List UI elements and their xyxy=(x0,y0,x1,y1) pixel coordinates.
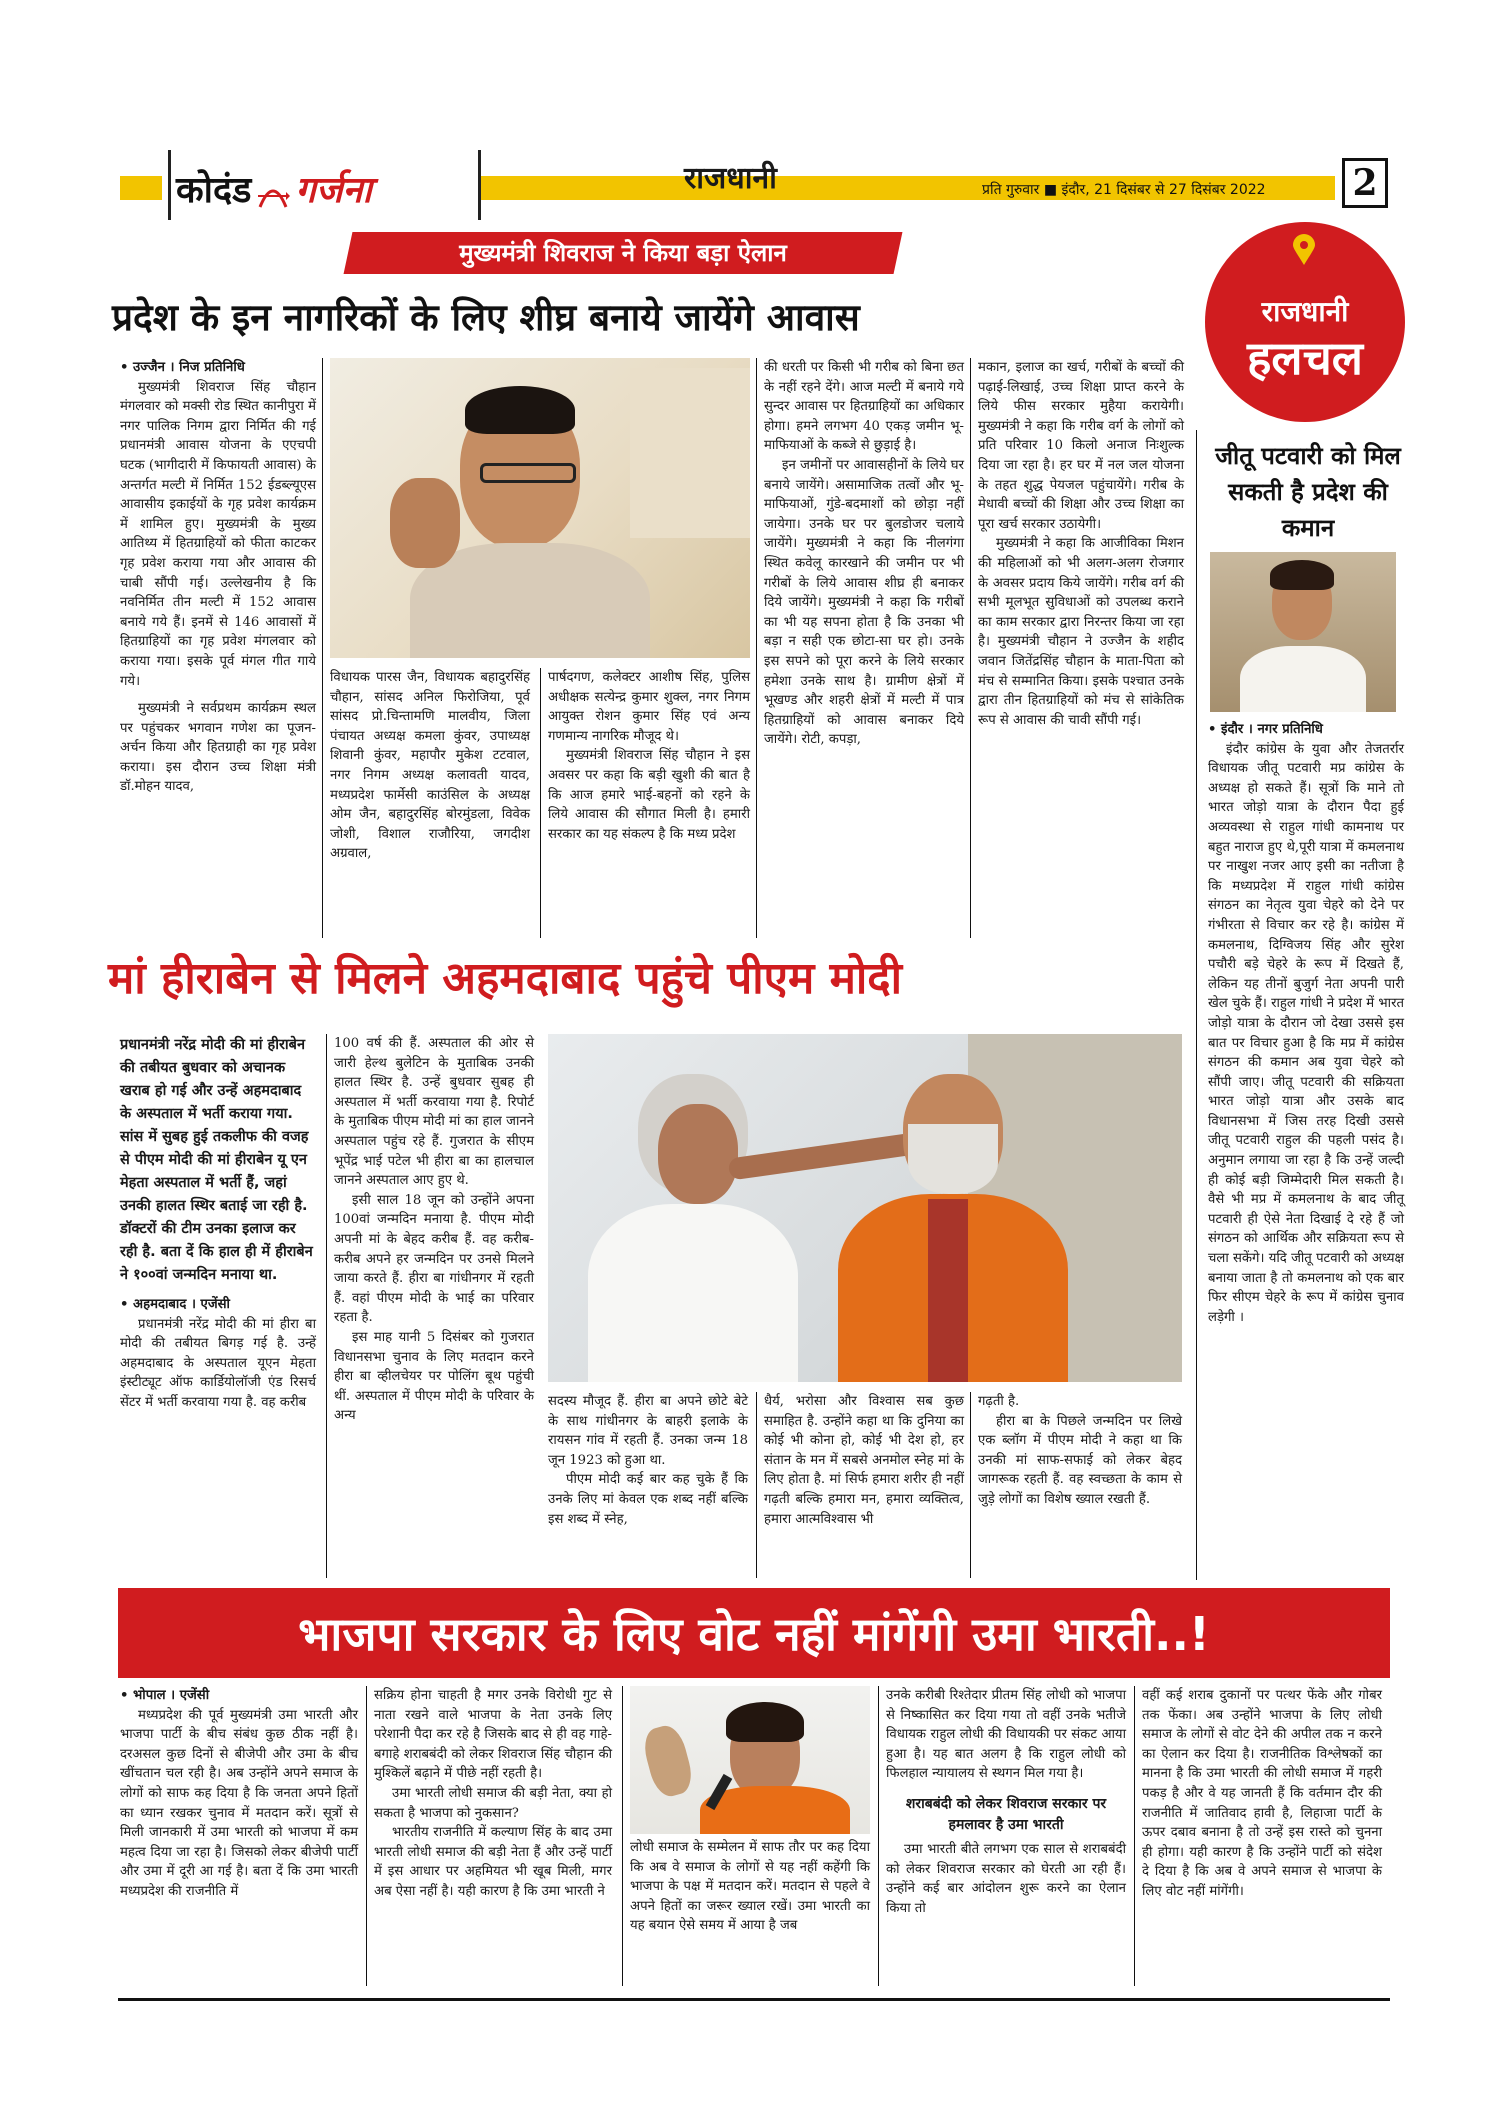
story3-para: भारतीय राजनीति में कल्याण सिंह के बाद उमा भारती लोधी समाज की बड़ी नेता हैं और उन्हें पार्टी में इस आधार पर अहमियत भी खूब मिली, मगर अब ऐसा नहीं है। यही कारण है कि उमा भारती ने xyxy=(374,1825,612,1899)
story2-para: प्रधानमंत्री नरेंद्र मोदी की मां हीरा बा मोदी की तबीयत बिगड़ गई है. उन्हें अहमदाबाद के अस्पताल यूएन मेहता इंस्टीट्यूट ऑफ कार्डियोलॉजी एंड रिसर्च सेंटर में भर्ती करवाया गया है. वह करीब xyxy=(120,1316,316,1410)
story1-para: विधायक पारस जैन, विधायक बहादुरसिंह चौहान, सांसद अनिल फिरोजिया, पूर्व सांसद प्रो.चिन्तामणि मालवीय, जिला पंचायत अध्यक्ष कमला कुंवर, उपाध्यक्ष शिवानी कुंवर, महापौर मुकेश टटवाल, नगर निगम अध्यक्ष कलावती यादव, मध्यप्रदेश फार्मेसी काउंसिल के अध्यक्ष ओम जैन, बहादुरसिंह बोरमुंडला, विवेक जोशी, विशाल राजौरिया, जगदीश अग्रवाल, xyxy=(330,670,530,862)
sidebar-story xyxy=(1208,720,1404,1327)
issue-dateline: प्रति गुरुवार ■ इंदौर, 21 दिसंबर से 27 दिसंबर 2022 xyxy=(982,182,1266,198)
masthead-divider-right xyxy=(478,150,481,220)
story2-headline: मां हीराबेन से मिलने अहमदाबाद पहुंचे पीएम मोदी xyxy=(108,953,903,1004)
story1-column-rule xyxy=(970,358,971,938)
bow-icon xyxy=(256,181,290,215)
story3-column-rule xyxy=(1134,1686,1135,1986)
footer-rule xyxy=(118,1998,1390,2001)
story3-para: वहीं कई शराब दुकानों पर पत्थर फेंके और गोबर तक फेंका। अब उन्होंने भाजपा के लिए लोधी समाज के लोगों से वोट देने की अपील तक न करने का ऐलान कर दिया है। राजनीतिक विश्लेषकों का मानना है कि उमा भारती की लोधी समाज में गहरी पकड़ है और वे यह जानती हैं कि वर्तमान दौर की राजनीति में जातिवाद हावी है, लिहाजा पार्टी के ऊपर दबाव बनाना है तो उन्हें इस रास्ते को चुनना ही होगा। यही कारण है कि उन्होंने पार्टी को संदेश दे दिया है कि अब वे अपने समाज से भाजपा के लिए वोट नहीं मांगेंगी। xyxy=(1142,1688,1382,1899)
story3-column-rule xyxy=(878,1686,879,1986)
story2-para: इस माह यानी 5 दिसंबर को गुजरात विधानसभा चुनाव के लिए मतदान करने हीरा बा व्हीलचेयर पर पोलिंग बूथ पहुंची थीं. अस्पताल में पीएम मोदी के परिवार के अन्य xyxy=(334,1329,534,1424)
story3-col4 xyxy=(886,1686,1126,1918)
story1-para: मुख्यमंत्री शिवराज सिंह चौहान ने इस अवसर पर कहा कि बड़ी खुशी की बात है कि आज हमारे भाई-बहनों को रहने के लिये आवास की सौगात मिली है। हमारी सरकार का यह संकल्प है कि मध्य प्रदेश xyxy=(548,748,750,842)
story1-column-rule xyxy=(322,358,323,938)
story2-para: गढ़ती है. xyxy=(978,1394,1020,1409)
story2-para: पीएम मोदी कई बार कह चुके हैं कि उनके लिए मां केवल एक शब्द नहीं बल्कि इस शब्द में स्नेह, xyxy=(548,1472,748,1527)
story2-col2 xyxy=(334,1034,534,1426)
story2-dateline: • अहमदाबाद । एजेंसी xyxy=(120,1297,230,1312)
story3-col1 xyxy=(120,1686,358,1902)
story3-col2 xyxy=(374,1686,612,1902)
sidebar-body: इंदौर कांग्रेस के युवा और तेजतर्रार विधायक जीतू पटवारी मप्र कांग्रेस के अध्यक्ष हो सकते हैं। सूत्रों कि माने तो भारत जोड़ो यात्रा के दौरान पैदा हुई अव्यवस्था से राहुल गांधी कामनाथ पर बहुत नाराज हुए थे,पूरी यात्रा में कमलनाथ पर नाखुश नजर आए इसी का नतीजा है कि मध्यप्रदेश में राहुल गांधी कांग्रेस संगठन का नेतृत्व युवा चेहरे को देने पर गंभीरता से विचार कर रहे है। कांग्रेस में कमलनाथ, दिग्विजय सिंह और सुरेश पचौरी बड़े चेहरे के रूप में दिखते हैं, लेकिन यह तीनों बुजुर्ग नेता अपनी पारी खेल चुके हैं। राहुल गांधी ने प्रदेश में भारत जोड़ो यात्रा के दौरान जो देखा उससे इस बात पर विचार हुआ है कि मप्र में कांग्रेस संगठन की कमान अब युवा चेहरे को सौंपी जाए। जीतू पटवारी की सक्रियता भारत जोड़ो यात्रा और उसके बाद विधानसभा में जिस तरह दिखी उससे जीतू पटवारी राहुल की पहली पसंद है। अनुमान लगाया जा रहा है कि उन्हें जल्दी ही कोई बड़ी जिम्मेदारी मिल सकती है। वैसे भी मप्र में कमलनाथ के बाद जीतू पटवारी ही ऐसे नेता दिखाई दे रहे हैं जो संगठन को आर्थिक और सक्रियता रूप से चला सकेंगे। यदि जीतू पटवारी को अध्यक्ष बनाया जाता है तो कमलनाथ को एक बार फिर सीएम चेहरे के रूप में कांग्रेस चुनाव लड़ेगी । xyxy=(1208,741,1404,1325)
map-pin-icon xyxy=(1292,234,1316,270)
story1-para: पार्षदगण, कलेक्टर आशीष सिंह, पुलिस अधीक्षक सत्येन्द्र कुमार शुक्ल, नगर निगम आयुक्त रोशन कुमार सिंह एवं अन्य गणमान्य नागरिक मौजूद थे। xyxy=(548,670,750,744)
story3-dateline: • भोपाल । एजेंसी xyxy=(120,1688,210,1703)
story1-col4 xyxy=(764,358,964,750)
story1-para: इन जमीनों पर आवासहीनों के लिये घर बनाये जायेंगे। असामाजिक तत्वों और भू-माफियाओं, गुंडे-बदमाशों को छोड़ा नहीं जायेगा। उनके घर पर बुलडोजर चलाये जायेंगे। मुख्यमंत्री ने कहा कि नीलगंगा स्थित कवेलू कारखाने की जमीन पर भी गरीबों के लिये आवास शीघ्र ही बनाकर दिये जायेंगे। मुख्यमंत्री ने कहा कि गरीबों का भी यह सपना होता है कि उनका भी बड़ा न सही एक छोटा-सा घर हो। उनके इस सपने को पूरा करने के लिये सरकार हमेशा उनके साथ है। ग्रामीण क्षेत्रों में भूखण्ड और शहरी क्षेत्रों में मल्टी में पात्र हितग्राहियों को आवास बनाकर दिये जायेंगे। रोटी, कपड़ा, xyxy=(764,457,964,748)
logo-part1: कोदंड xyxy=(176,170,252,211)
story3-para: उमा भारती लोधी समाज की बड़ी नेता, क्या हो सकता है भाजपा को नुकसान? xyxy=(374,1785,612,1821)
badge-line2: हलचल xyxy=(1246,331,1363,385)
masthead-yellow-bar-left xyxy=(120,176,162,200)
story2-para: सदस्य मौजूद हैं. हीरा बा अपने छोटे बेटे के साथ गांधीनगर के बाहरी इलाके के रायसन गांव में रहती हैं. उनका जन्म 18 जून 1923 को हुआ था. xyxy=(548,1394,748,1468)
story3-para: सक्रिय होना चाहती है मगर उनके विरोधी गुट से नाता रखने वाले भाजपा के नेता उनके लिए परेशानी पैदा कर रहे है जिसके बाद से ही वह गाहे-बगाहे शराबबंदी को लेकर शिवराज सिंह चौहान की मुश्किलें बढ़ाने में पीछे नहीं रहती है। xyxy=(374,1688,612,1782)
story3-col5 xyxy=(1142,1686,1382,1902)
story3-column-rule xyxy=(622,1686,623,1986)
story3-para: मध्यप्रदेश की पूर्व मुख्यमंत्री उमा भारती और भाजपा पार्टी के बीच संबंध कुछ ठीक नहीं है। दरअसल कुछ दिनों से बीजेपी और उमा के बीच खींचतान चल रही है। अब उन्होंने अपने समाज के लोगों को साफ कह दिया है कि जनता अपने हितों का ध्यान रखकर चुनाव में मतदान करें। सूत्रों से मिली जानकारी में उमा भारती को भाजपा में कम महत्व दिया जा रहा है। जिसको लेकर बीजेपी पार्टी और उमा में दूरी आ गई है। बता दें कि उमा भारती मध्यप्रदेश की राजनीति में xyxy=(120,1707,358,1899)
sidebar-rule xyxy=(1196,430,1197,1580)
story2-para: 100 वर्ष की हैं. अस्पताल की ओर से जारी हेल्थ बुलेटिन के मुताबिक उनकी हालत स्थिर है. उन्हें बुधवार सुबह ही अस्पताल में भर्ती करवाया गया है. रिपोर्ट के मुताबिक पीएम मोदी मां का हाल जानने अस्पताल पहुंच रहे हैं. गुजरात के सीएम भूपेंद्र भाई पटेल भी हीरा बा का हालचाल जानने अस्पताल आए हुए थे. xyxy=(334,1036,534,1189)
section-name: राजधानी xyxy=(684,161,777,196)
story1-para: मुख्यमंत्री ने कहा कि आजीविका मिशन की महिलाओं को भी अलग-अलग रोजगार के अवसर प्रदाय किये जायेंगे। गरीब वर्ग की सभी मूलभूत सुविधाओं को उपलब्ध कराने का काम सरकार द्वारा निरन्तर किया जा रहा है। मुख्यमंत्री चौहान ने उज्जैन के शहीद जवान जितेंद्रसिंह चौहान के माता-पिता को मंच से सम्मानित किया। इसके पश्चात उनके द्वारा तीन हितग्राहियों को मंच से सांकेतिक रूप से आवास की चावी सौंपी गई। xyxy=(978,536,1184,728)
masthead-divider-left xyxy=(168,150,171,220)
story1-column-rule xyxy=(540,668,541,938)
sidebar-headline: जीतू पटवारी को मिल सकती है प्रदेश की कमान xyxy=(1215,442,1401,542)
story2-col4 xyxy=(764,1392,964,1529)
story2-col1 xyxy=(120,1034,316,1413)
story1-para: मकान, इलाज का खर्च, गरीबों के बच्चों की पढ़ाई-लिखाई, उच्च शिक्षा प्राप्त करने के लिये फीस सरकार मुहैया करायेगी। मुख्यमंत्री ने कहा कि गरीब वर्ग के लोगों को प्रति परिवार 10 किलो अनाज निःशुल्क दिया जा रहा है। हर घर में नल जल योजना के तहत शुद्ध पेयजल पहुंचायेंगे। गरीब के मेधावी बच्चों की शिक्षा और उच्च शिक्षा का पूरा खर्च सरकार उठायेगी। xyxy=(978,360,1184,532)
story2-para: इसी साल 18 जून को उन्होंने अपना 100वां जन्मदिन मनाया है. पीएम मोदी अपनी मां के बेहद करीब हैं. वह करीब-करीब अपने हर जन्मदिन पर उनसे मिलने जाया करते हैं. हीरा बा गांधीनगर में रहती हैं. वहां पीएम मोदी के भाई का परिवार रहता है. xyxy=(334,1192,534,1326)
story2-para: हीरा बा के पिछले जन्मदिन पर लिखे एक ब्लॉग में पीएम मोदी ने कहा था कि उनकी मां साफ-सफाई को लेकर बेहद जागरूक रहती हैं. वह स्वच्छता के काम से जुड़े लोगों का विशेष ख्याल रखती हैं. xyxy=(978,1413,1182,1507)
story3-para: उनके करीबी रिश्तेदार प्रीतम सिंह लोधी को भाजपा से निष्कासित कर दिया गया तो वहीं उनके भतीजे विधायक राहुल लोधी की विधायकी पर संकट आया हुआ है। यह बात अलग है कि राहुल लोधी को फिलहाल न्यायालय से स्थगन मिल गया है। xyxy=(886,1688,1126,1782)
sidebar-dateline: • इंदौर । नगर प्रतिनिधि xyxy=(1208,722,1323,737)
story3-col3 xyxy=(630,1838,870,1936)
story1-col3 xyxy=(548,668,750,844)
story3-para: लोधी समाज के सम्मेलन में साफ तौर पर कह दिया कि अब वे समाज के लोगों से यह नहीं कहेंगी कि भाजपा के पक्ष में मतदान करें। मतदान से पहले वे अपने हितों का जरूर ख्याल रखें। उमा भारती का यह बयान ऐसे समय में आया है जब xyxy=(630,1840,870,1934)
story1-para: मुख्यमंत्री शिवराज सिंह चौहान मंगलवार को मक्सी रोड स्थित कानीपुरा में नगर पालिक निगम द्वारा निर्मित की गई प्रधानमंत्री आवास योजना के एएचपी घटक (भागीदारी में किफायती आवास) के अन्तर्गत मल्टी में निर्मित 152 ईडब्ल्यूएस आवासीय इकाईयों के गृह प्रवेश कार्यक्रम में शामिल हुए। मुख्यमंत्री के मुख्य आतिथ्य में हितग्राहियों को फीता काटकर गृह प्रवेश कराया गया और आवास की चाबी सौंपी गई। उल्लेखनीय है कि नवनिर्मित तीन मल्टी में 152 आवास बनाये गये हैं। इनमें से 146 आवासों में हितग्राहियों का गृह प्रवेश मंगलवार को कराया गया। इसके पूर्व मंगल गीत गाये गये। xyxy=(120,379,316,689)
uma-bharti-photo xyxy=(630,1686,870,1834)
story2-column-rule xyxy=(970,1392,971,1578)
story2-col5 xyxy=(978,1392,1182,1510)
story1-para: की धरती पर किसी भी गरीब को बिना छत के नहीं रहने देंगे। आज मल्टी में बनाये गये सुन्दर आवास पर हितग्राहियों का अधिकार होगा। हमने लगभग 40 एकड़ जमीन भू-माफियाओं के कब्जे से छुड़ाई है। xyxy=(764,360,964,454)
story1-col2 xyxy=(330,668,530,864)
page-number-box xyxy=(1342,158,1388,208)
story2-col3 xyxy=(548,1392,748,1529)
story1-kicker: मुख्यमंत्री शिवराज ने किया बड़ा ऐलान xyxy=(459,239,787,267)
story2-column-rule xyxy=(326,1034,327,1578)
story2-lead: प्रधानमंत्री नरेंद्र मोदी की मां हीराबेन की तबीयत बुधवार को अचानक खराब हो गई और उन्हें अहमदाबाद के अस्पताल में भर्ती कराया गया. सांस में सुबह हुई तकलीफ की वजह से पीएम मोदी की मां हीराबेन यू एन मेहता अस्पताल में भर्ती हैं, जहां उनकी हालत स्थिर बताई जा रही है. डॉक्टरों की टीम उनका इलाज कर रही है. बता दें कि हाल ही में हीराबेन ने १००वां जन्मदिन मनाया था. xyxy=(120,1037,313,1283)
story3-column-rule xyxy=(366,1686,367,1986)
modi-hiraben-photo xyxy=(548,1034,1182,1382)
story1-para: मुख्यमंत्री ने सर्वप्रथम कार्यक्रम स्थल पर पहुंचकर भगवान गणेश का पूजन-अर्चन किया और हितग्राही का गृह प्रवेश कराया। इस दौरान उच्च शिक्षा मंत्री डॉ.मोहन यादव, xyxy=(120,701,316,795)
story1-dateline: • उज्जैन । निज प्रतिनिधि xyxy=(120,360,245,375)
story1-col5 xyxy=(978,358,1184,730)
shivraj-chouhan-photo xyxy=(330,358,750,658)
story1-column-rule xyxy=(756,358,757,938)
story2-para: धैर्य, भरोसा और विश्वास सब कुछ समाहित है. उन्होंने कहा था कि दुनिया का कोई भी कोना हो, कोई भी देश हो, हर संतान के मन में सबसे अनमोल स्नेह मां के लिए होता है. मां सिर्फ हमारा शरीर ही नहीं गढ़ती बल्कि हमारा मन, हमारा व्यक्तित्व, हमारा आत्मविश्वास भी xyxy=(764,1394,964,1527)
jitu-patwari-photo xyxy=(1210,552,1396,712)
badge-line1: राजधानी xyxy=(1261,295,1349,328)
story1-col1 xyxy=(120,358,316,797)
story3-subhead: शराबबंदी को लेकर शिवराज सरकार पर हमलावर है उमा भारती xyxy=(905,1795,1107,1833)
story1-headline: प्रदेश के इन नागरिकों के लिए शीघ्र बनाये जायेंगे आवास xyxy=(112,296,860,339)
page-number: 2 xyxy=(1352,162,1378,204)
logo-part2: गर्जना xyxy=(295,170,372,211)
story3-para: उमा भारती बीते लगभग एक साल से शराबबंदी को लेकर शिवराज सरकार को घेरती आ रही हैं। उन्होंने कई बार आंदोलन शुरू करने का ऐलान किया तो xyxy=(886,1841,1126,1916)
story3-headline: भाजपा सरकार के लिए वोट नहीं मांगेंगी उमा भारती..! xyxy=(298,1607,1210,1661)
story2-column-rule xyxy=(756,1392,757,1578)
masthead-logo xyxy=(176,164,476,212)
